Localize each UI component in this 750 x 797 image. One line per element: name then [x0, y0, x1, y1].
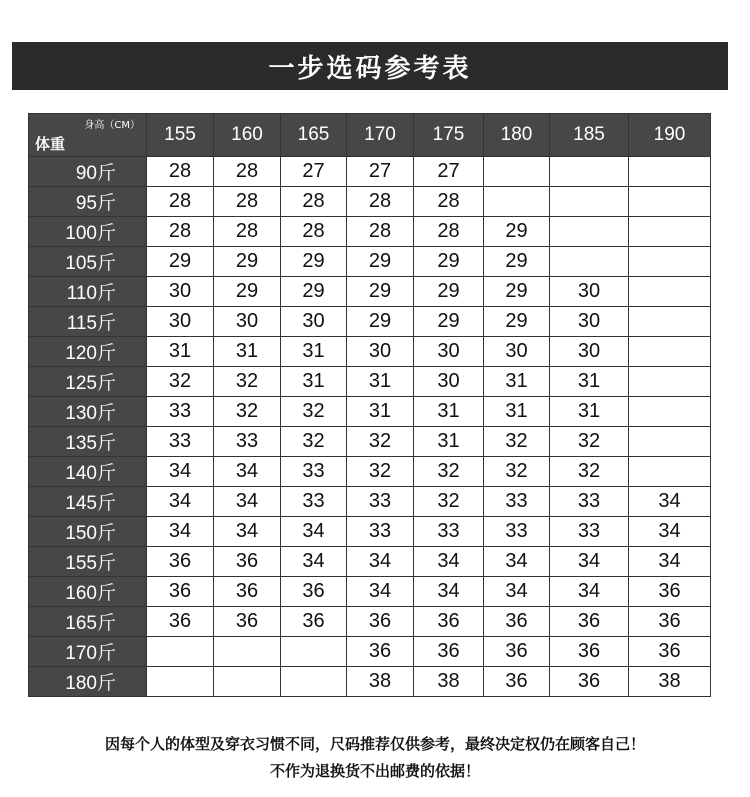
size-cell: 36 [347, 637, 414, 667]
table-row [29, 307, 711, 337]
size-cell: 33 [347, 487, 414, 517]
size-cell: 33 [550, 517, 629, 547]
size-cell: 36 [550, 607, 629, 637]
size-cell: 29 [147, 247, 214, 277]
size-cell: 36 [281, 577, 347, 607]
height-header: 175 [414, 114, 484, 157]
size-cell: 32 [550, 457, 629, 487]
size-cell: 32 [484, 457, 550, 487]
size-cell: 34 [347, 547, 414, 577]
table-row [29, 427, 711, 457]
size-cell: 29 [484, 277, 550, 307]
disclaimer-line-1: 因每个人的体型及穿衣习惯不同，尺码推荐仅供参考，最终决定权仍在顾客自己！ [104, 735, 645, 753]
size-cell: 34 [629, 547, 711, 577]
size-cell: 36 [629, 577, 711, 607]
size-cell [550, 187, 629, 217]
size-cell: 29 [414, 247, 484, 277]
size-cell: 30 [414, 367, 484, 397]
height-header: 185 [550, 114, 629, 157]
size-cell: 33 [147, 427, 214, 457]
size-cell: 32 [214, 397, 281, 427]
size-cell: 28 [214, 217, 281, 247]
size-cell: 28 [281, 217, 347, 247]
size-cell: 29 [281, 277, 347, 307]
size-cell [629, 427, 711, 457]
table-corner-cell [29, 114, 147, 157]
size-cell: 29 [414, 307, 484, 337]
size-cell: 31 [550, 397, 629, 427]
size-cell: 31 [214, 337, 281, 367]
size-cell: 36 [414, 607, 484, 637]
size-cell: 36 [629, 607, 711, 637]
size-cell: 29 [281, 247, 347, 277]
size-cell [629, 337, 711, 367]
size-cell: 36 [147, 607, 214, 637]
size-cell: 33 [347, 517, 414, 547]
table-header-row [29, 114, 711, 157]
size-cell: 32 [347, 427, 414, 457]
size-cell: 33 [414, 517, 484, 547]
size-cell [629, 217, 711, 247]
weight-label: 105斤 [29, 247, 147, 277]
size-cell: 38 [629, 667, 711, 697]
size-cell: 28 [214, 157, 281, 187]
size-cell [147, 637, 214, 667]
size-cell: 32 [147, 367, 214, 397]
size-cell: 28 [347, 217, 414, 247]
size-cell: 31 [147, 337, 214, 367]
size-cell: 33 [484, 517, 550, 547]
weight-axis-label: 体重 [35, 135, 66, 153]
table-row [29, 157, 711, 187]
size-cell: 34 [550, 547, 629, 577]
table-row [29, 217, 711, 247]
size-cell: 33 [484, 487, 550, 517]
size-cell: 30 [147, 277, 214, 307]
size-cell: 36 [484, 607, 550, 637]
height-header: 165 [281, 114, 347, 157]
weight-label: 125斤 [29, 367, 147, 397]
weight-label: 90斤 [29, 157, 147, 187]
size-cell [629, 307, 711, 337]
size-cell: 32 [281, 427, 347, 457]
weight-label: 120斤 [29, 337, 147, 367]
height-axis-label: 身高（CM） [84, 120, 140, 131]
size-cell: 34 [484, 547, 550, 577]
size-cell: 28 [147, 217, 214, 247]
size-cell: 32 [347, 457, 414, 487]
size-cell: 38 [414, 667, 484, 697]
size-cell [629, 457, 711, 487]
size-cell: 34 [147, 517, 214, 547]
size-cell [550, 157, 629, 187]
size-cell: 29 [347, 307, 414, 337]
size-cell [214, 637, 281, 667]
size-cell: 32 [550, 427, 629, 457]
size-cell: 28 [347, 187, 414, 217]
height-header: 170 [347, 114, 414, 157]
table-row [29, 517, 711, 547]
size-cell: 34 [414, 577, 484, 607]
weight-label: 170斤 [29, 637, 147, 667]
size-cell: 31 [347, 367, 414, 397]
size-cell: 36 [281, 607, 347, 637]
size-cell [629, 247, 711, 277]
size-cell [629, 187, 711, 217]
size-cell: 31 [281, 367, 347, 397]
size-cell: 34 [550, 577, 629, 607]
size-cell: 31 [414, 397, 484, 427]
height-header: 180 [484, 114, 550, 157]
size-cell [629, 397, 711, 427]
size-cell: 33 [281, 487, 347, 517]
table-row [29, 547, 711, 577]
size-cell: 29 [347, 247, 414, 277]
size-cell: 28 [214, 187, 281, 217]
size-cell: 34 [629, 517, 711, 547]
size-cell: 31 [347, 397, 414, 427]
size-cell: 34 [147, 457, 214, 487]
weight-label: 165斤 [29, 607, 147, 637]
size-cell: 38 [347, 667, 414, 697]
size-cell: 31 [281, 337, 347, 367]
size-cell: 34 [629, 487, 711, 517]
size-cell: 36 [550, 637, 629, 667]
size-cell: 28 [147, 187, 214, 217]
weight-label: 130斤 [29, 397, 147, 427]
size-cell: 36 [147, 577, 214, 607]
size-cell: 31 [550, 367, 629, 397]
size-cell: 30 [214, 307, 281, 337]
weight-label: 150斤 [29, 517, 147, 547]
size-cell: 31 [414, 427, 484, 457]
table-row [29, 277, 711, 307]
size-cell: 31 [484, 397, 550, 427]
size-cell: 36 [414, 637, 484, 667]
size-cell [550, 247, 629, 277]
size-cell: 34 [147, 487, 214, 517]
size-cell: 30 [550, 337, 629, 367]
table-row [29, 337, 711, 367]
size-cell: 30 [147, 307, 214, 337]
size-cell: 34 [214, 487, 281, 517]
size-cell: 30 [484, 337, 550, 367]
table-row [29, 577, 711, 607]
height-header: 160 [214, 114, 281, 157]
size-cell: 36 [214, 607, 281, 637]
size-cell: 36 [484, 637, 550, 667]
size-cell: 32 [414, 457, 484, 487]
size-cell [484, 187, 550, 217]
size-cell: 27 [414, 157, 484, 187]
size-cell: 33 [550, 487, 629, 517]
size-cell: 29 [347, 277, 414, 307]
size-cell [629, 277, 711, 307]
size-cell: 33 [147, 397, 214, 427]
disclaimer-line-2: 不作为退换货不出邮费的依据！ [269, 762, 480, 780]
size-cell: 34 [281, 517, 347, 547]
table-row [29, 397, 711, 427]
weight-label: 95斤 [29, 187, 147, 217]
size-cell [629, 367, 711, 397]
size-cell [214, 667, 281, 697]
table-row [29, 367, 711, 397]
size-cell: 36 [550, 667, 629, 697]
weight-label: 115斤 [29, 307, 147, 337]
size-cell: 36 [347, 607, 414, 637]
size-cell: 36 [484, 667, 550, 697]
table-row [29, 457, 711, 487]
size-cell: 34 [281, 547, 347, 577]
table-row [29, 637, 711, 667]
size-cell: 33 [214, 427, 281, 457]
size-cell: 32 [414, 487, 484, 517]
size-cell: 29 [214, 277, 281, 307]
size-cell: 34 [414, 547, 484, 577]
weight-label: 110斤 [29, 277, 147, 307]
weight-label: 100斤 [29, 217, 147, 247]
size-cell: 36 [214, 547, 281, 577]
table-row [29, 247, 711, 277]
size-cell: 28 [414, 217, 484, 247]
weight-label: 160斤 [29, 577, 147, 607]
page-title: 一步选码参考表 [12, 42, 728, 90]
size-cell: 34 [214, 457, 281, 487]
size-cell: 29 [484, 217, 550, 247]
table-row [29, 187, 711, 217]
size-cell: 36 [147, 547, 214, 577]
size-chart-table [28, 113, 711, 697]
size-cell: 32 [484, 427, 550, 457]
size-cell [281, 637, 347, 667]
size-cell: 27 [347, 157, 414, 187]
size-cell: 28 [414, 187, 484, 217]
size-cell [281, 667, 347, 697]
size-cell: 29 [214, 247, 281, 277]
weight-label: 135斤 [29, 427, 147, 457]
weight-label: 145斤 [29, 487, 147, 517]
weight-label: 140斤 [29, 457, 147, 487]
size-cell: 29 [414, 277, 484, 307]
size-cell: 36 [214, 577, 281, 607]
size-cell: 34 [347, 577, 414, 607]
size-cell: 31 [484, 367, 550, 397]
size-cell: 30 [347, 337, 414, 367]
size-cell: 30 [414, 337, 484, 367]
table-row [29, 607, 711, 637]
size-cell: 29 [484, 307, 550, 337]
size-cell: 28 [281, 187, 347, 217]
size-cell: 29 [484, 247, 550, 277]
size-cell: 30 [550, 277, 629, 307]
size-cell [147, 667, 214, 697]
size-cell [484, 157, 550, 187]
weight-label: 180斤 [29, 667, 147, 697]
table-row [29, 667, 711, 697]
size-cell: 28 [147, 157, 214, 187]
height-header: 190 [629, 114, 711, 157]
size-cell: 33 [281, 457, 347, 487]
size-cell: 32 [214, 367, 281, 397]
size-cell: 36 [629, 637, 711, 667]
height-header: 155 [147, 114, 214, 157]
size-cell: 34 [484, 577, 550, 607]
size-cell: 27 [281, 157, 347, 187]
size-cell [629, 157, 711, 187]
size-cell [550, 217, 629, 247]
size-cell: 30 [281, 307, 347, 337]
table-row [29, 487, 711, 517]
size-cell: 34 [214, 517, 281, 547]
size-cell: 30 [550, 307, 629, 337]
weight-label: 155斤 [29, 547, 147, 577]
size-cell: 32 [281, 397, 347, 427]
